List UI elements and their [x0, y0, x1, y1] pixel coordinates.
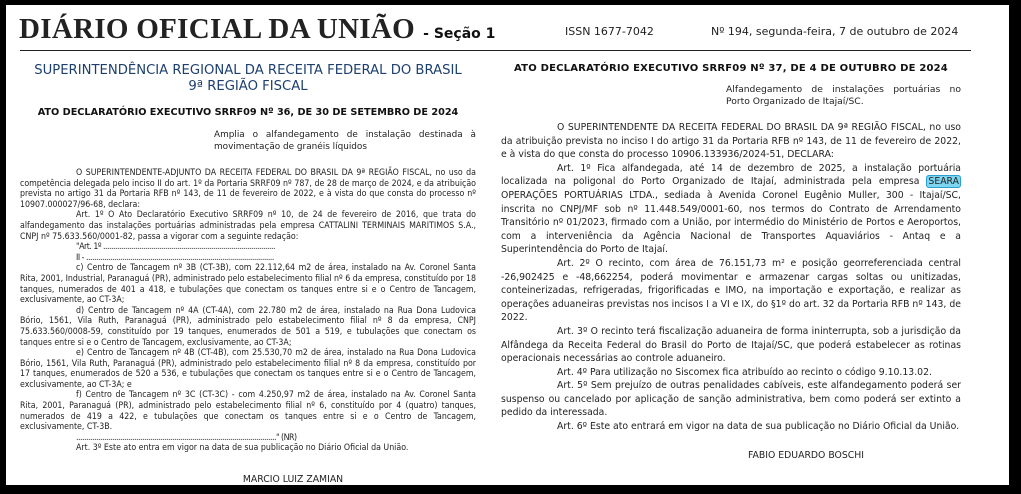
preamble: O SUPERINTENDENTE-ADJUNTO DA RECEITA FEDERAL DO BRASIL DA 9ª REGIÃO FISCAL, no uso da competência delegada pelo inciso II do art. 1º da Portaria SRRF09 nº 787, de 28 de março de 2024, e da atribuição prevista no artigo 31 da Portaria RFB nº 143, de 11 de fevereiro de 2022, e à vista do que consta do processo nº 10907.000027/96-68, declara: — [20, 168, 476, 210]
item-e: e) Centro de Tancagem nº 4B (CT-4B), com 25.530,70 m2 de área, instalado na Rua Dona Ludovica Bório, 1561, Vila Ruth, Paranaguá (PR), administrado pelo estabelecimento filial nº 8 da empresa, constituído por 17 tanques, enumerados de 520 a 536, e tubulações que conectam os tanques entre si e o Centro de Tancagem, exclusivamente, ao CT-3A; e — [20, 348, 476, 390]
search-highlight[interactable]: SEARA — [928, 176, 959, 188]
nr-marker: ...................................................................................................." (NR) — [76, 432, 297, 443]
agency-line-1: SUPERINTENDÊNCIA REGIONAL DA RECEITA FEDERAL DO BRASIL — [34, 63, 462, 78]
issn: ISSN 1677-7042 — [565, 25, 654, 38]
article-3: Art. 3º Este ato entra em vigor na data de sua publicação no Diário Oficial da União. — [76, 443, 409, 454]
right-column — [501, 57, 961, 461]
signature-left: MARCIO LUIZ ZAMIAN — [242, 474, 344, 485]
article-6: Art. 6º Este ato entrará em vigor na data de sua publicação no Diário Oficial da União. — [557, 421, 960, 433]
agency-heading — [20, 63, 476, 95]
header-divider — [20, 50, 971, 51]
signature-right: FABIO EDUARDO BOSCHI — [748, 449, 864, 461]
preamble: O SUPERINTENDENTE DA RECEITA FEDERAL DO BRASIL DA 9ª REGIÃO FISCAL, no uso da atribuição prevista no inciso I do artigo 31 da Portaria RFB nº 143, de 11 de fevereiro de 2022, e à vista do que consta do processo 10906.133936/2024-51, DECLARA: — [501, 122, 961, 161]
act-37-body — [501, 121, 961, 434]
quoted-item-ii: II - .............................................................................................. — [76, 252, 274, 263]
article-1-text-a: Art. 1º Fica alfandegada, até 14 de dezembro de 2025, a instalação portuária localizada na poligonal do Porto Organizado de Itajaí, administrada pela empresa — [501, 162, 961, 188]
left-column — [20, 57, 476, 485]
act-36-body — [20, 168, 476, 454]
quoted-art-1: "Art. 1º ...................................................................................... — [76, 242, 275, 253]
article-1-text-b: OPERAÇÕES PORTUÁRIAS LTDA., sediada à Avenida Coronel Eugênio Muller, 300 - Itajaí/SC, inscrita no CNPJ/MF sob nº 11.448.549/0001-60, nos termos do Contrato de Arrendamento Transitório nº 01/2023, firmado com a União, por intermédio do Ministério de Portos e Aeroportos, com a interveniência da Agência Nacional de Transportes Aquaviários - Antaq e a Superintendência do Porto de Itajaí. — [501, 189, 961, 256]
article-3: Art. 3º O recinto terá fiscalização aduaneira de forma ininterrupta, sob a jurisdição da Alfândega da Receita Federal do Brasil do Porto de Itajaí/SC, que poderá estabelecer as rotinas operacionais necessárias ao controle aduaneiro. — [501, 325, 961, 365]
item-f: f) Centro de Tancagem nº 3C (CT-3C) - com 4.250,97 m2 de área, instalado na Av. Coronel Santa Rita, 2001, Paranaguá (PR), administrado pelo estabelecimento filial nº 6, constituído por 4 (quatro) tanques, numerados de 419 a 422, e tubulações que conectam os tanques entre si e o Centro de Tancagem, exclusivamente, CT-3B. — [20, 390, 476, 433]
act-37-title: ATO DECLARATÓRIO EXECUTIVO SRRF09 Nº 37, DE 4 DE OUTUBRO DE 2024 — [514, 63, 948, 74]
gazette-title: DIÁRIO OFICIAL DA UNIÃO — [19, 13, 416, 45]
item-d: d) Centro de Tancagem nº 4A (CT-4A), com 22.780 m2 de área, instalado na Rua Dona Ludovica Bório, 1561, Vila Ruth, Paranaguá (PR), administrado pelo estabelecimento filial nº 8 da empresa, CNPJ 75.633.560/0008-59, constituído por 19 tanques, enumerados de 501 a 519, e tubulações que conectam os tanques entre si e o Centro de Tancagem, exclusivamente, ao CT-3A; — [20, 305, 476, 348]
section-label: - Seção 1 — [423, 26, 496, 42]
act-37-ementa: Alfandegamento de instalações portuárias no Porto Organizado de Itajaí/SC. — [726, 84, 961, 107]
article-4: Art. 4º Para utilização no Siscomex fica atribuído ao recinto o código 9.10.13.02. — [557, 366, 932, 378]
masthead — [19, 13, 495, 46]
gazette-page — [6, 5, 1009, 485]
article-5: Art. 5º Sem prejuízo de outras penalidades cabíveis, este alfandegamento poderá ser suspenso ou cancelado por aplicação de sanção administrativa, bem como poderá ser extinto a pedido da interessada. — [501, 380, 961, 419]
article-2: Art. 2º O recinto, com área de 76.151,73 m² e posição georreferenciada central -26,902425 e -48,662254, poderá movimentar e armazenar cargas soltas ou unitizadas, conteinerizadas, refrigeradas, frigorificadas e IMO, na importação e exportação, e realizar as operações aduaneiras previstas nos incisos I a VI e IX, do §1º do art. 32 da Portaria RFB nº 143, de 2022. — [501, 257, 961, 324]
issue-date: Nº 194, segunda-feira, 7 de outubro de 2024 — [711, 25, 959, 38]
act-36-title: ATO DECLARATÓRIO EXECUTIVO SRRF09 Nº 36, DE 30 DE SETEMBRO DE 2024 — [37, 107, 459, 118]
item-c: c) Centro de Tancagem nº 3B (CT-3B), com 22.112,64 m2 de área, instalado na Av. Coronel Santa Rita, 2001, Industrial, Paranaguá (PR), administrado pelo estabelecimento filial nº 6 da empresa, constituído por 18 tanques, numerados de 401 a 418, e tubulações que conectam os tanques entre si e o Centro de Tancagem, exclusivamente, ao CT-3A; — [20, 263, 476, 306]
article-1: Art. 1º O Ato Declaratório Executivo SRRF09 nº 10, de 24 de fevereiro de 2016, que trata do alfandegamento das instalações portuárias administradas pela empresa CATTALINI TERMINAIS MARITIMOS S.A., CNPJ nº 75.633.560/0001-82, passa a vigorar com a seguinte redação: — [20, 210, 476, 242]
act-36-ementa: Amplia o alfandegamento de instalação destinada à movimentação de granéis líquidos — [214, 130, 476, 152]
agency-line-2: 9ª REGIÃO FISCAL — [188, 79, 308, 94]
article-1 — [501, 162, 961, 257]
